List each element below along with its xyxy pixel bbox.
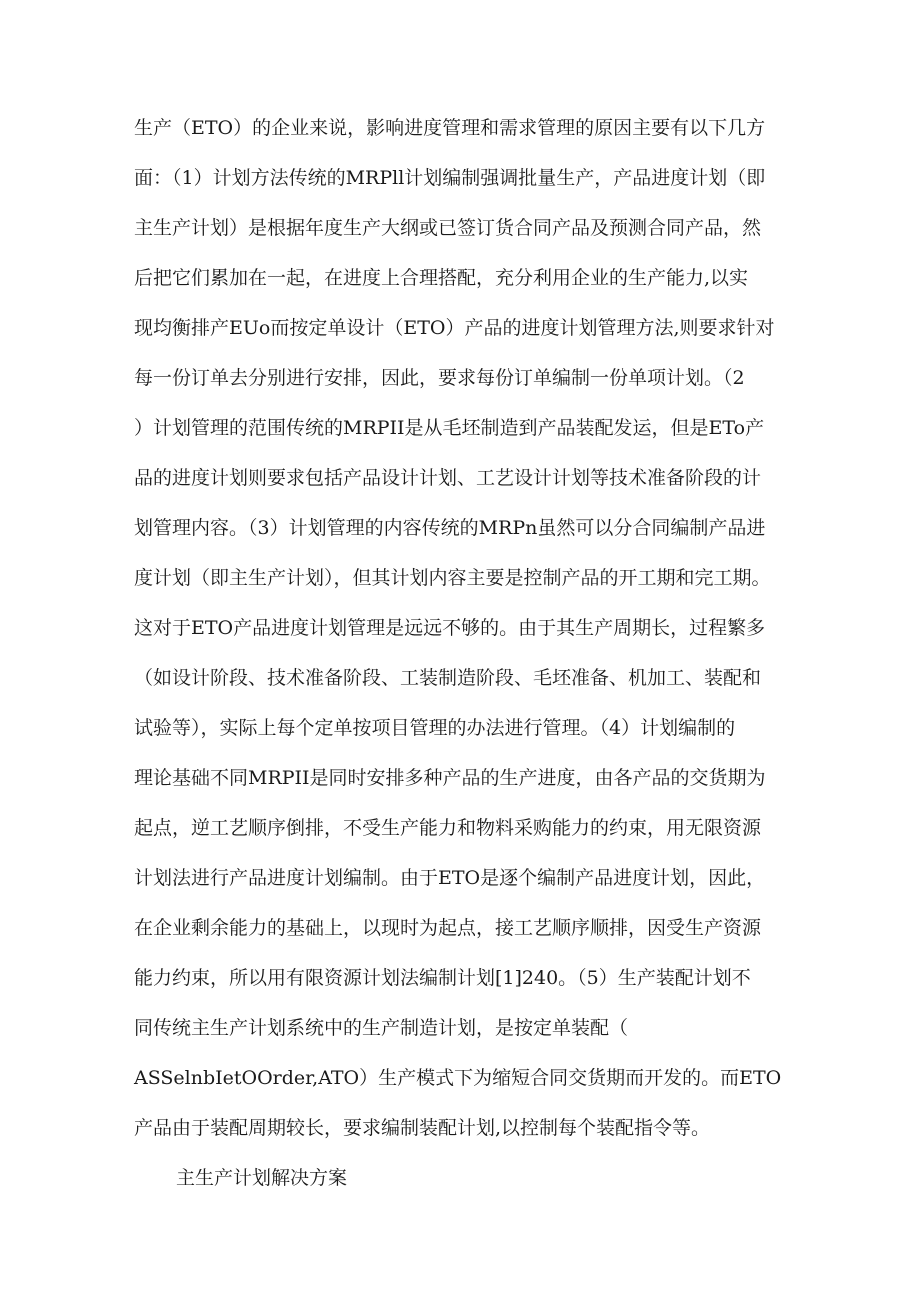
paragraph-line: 产品由于装配周期较长，要求编制装配计划,以控制每个装配指令等。 bbox=[134, 1117, 711, 1139]
paragraph-line: ）计划管理的范围传统的MRPII是从毛坯制造到产品装配发运，但是ETo产 bbox=[134, 417, 765, 439]
paragraph-line: 每一份订单去分别进行安排，因此，要求每份订单编制一份单项计划。（2 bbox=[134, 367, 745, 389]
paragraph-line: 在企业剩余能力的基础上，以现时为起点，接工艺顺序顺排，因受生产资源 bbox=[134, 917, 762, 939]
paragraph-line: 度计划（即主生产计划），但其计划内容主要是控制产品的开工期和完工期。 bbox=[134, 567, 771, 589]
paragraph-line: 品的进度计划则要求包括产品设计计划、工艺设计计划等技术准备阶段的计 bbox=[134, 467, 762, 489]
paragraph-line: ASSelnbIetOOrder,ATO）生产模式下为缩短合同交货期而开发的。而ETO bbox=[134, 1067, 782, 1089]
paragraph-line: 计划法进行产品进度计划编制。由于ETO是逐个编制产品进度计划，因此， bbox=[134, 867, 766, 889]
paragraph-line: 后把它们累加在一起，在进度上合理搭配，充分利用企业的生产能力,以实 bbox=[134, 267, 749, 289]
paragraph-line: 这对于ETO产品进度计划管理是远远不够的。由于其生产周期长，过程繁多 bbox=[134, 617, 766, 639]
paragraph-line: 同传统主生产计划系统中的生产制造计划，是按定单装配（ bbox=[134, 1017, 629, 1039]
paragraph-line: 现均衡排产EUo而按定单设计（ETO）产品的进度计划管理方法,则要求针对 bbox=[134, 317, 775, 339]
paragraph-line: 划管理内容。（3）计划管理的内容传统的MRPn虽然可以分合同编制产品进 bbox=[134, 517, 766, 539]
paragraph-line: 起点，逆工艺顺序倒排，不受生产能力和物料采购能力的约束，用无限资源 bbox=[134, 817, 762, 839]
paragraph-line: 能力约束，所以用有限资源计划法编制计划[1]240。（5）生产装配计划不 bbox=[134, 967, 751, 989]
paragraph-line: 面：（1）计划方法传统的MRPll计划编制强调批量生产，产品进度计划（即 bbox=[134, 167, 766, 189]
paragraph-line: 生产（ETO）的企业来说，影响进度管理和需求管理的原因主要有以下几方 bbox=[134, 117, 766, 139]
paragraph-line: 主生产计划）是根据年度生产大纲或已签订货合同产品及预测合同产品，然 bbox=[134, 217, 762, 239]
paragraph-line: 试验等），实际上每个定单按项目管理的办法进行管理。（4）计划编制的 bbox=[134, 717, 736, 739]
paragraph-line: （如设计阶段、技术准备阶段、工装制造阶段、毛坯准备、机加工、装配和 bbox=[134, 667, 762, 689]
paragraph-line: 理论基础不同MRPII是同时安排多种产品的生产进度，由各产品的交货期为 bbox=[134, 767, 766, 789]
section-heading: 主生产计划解决方案 bbox=[176, 1167, 348, 1189]
